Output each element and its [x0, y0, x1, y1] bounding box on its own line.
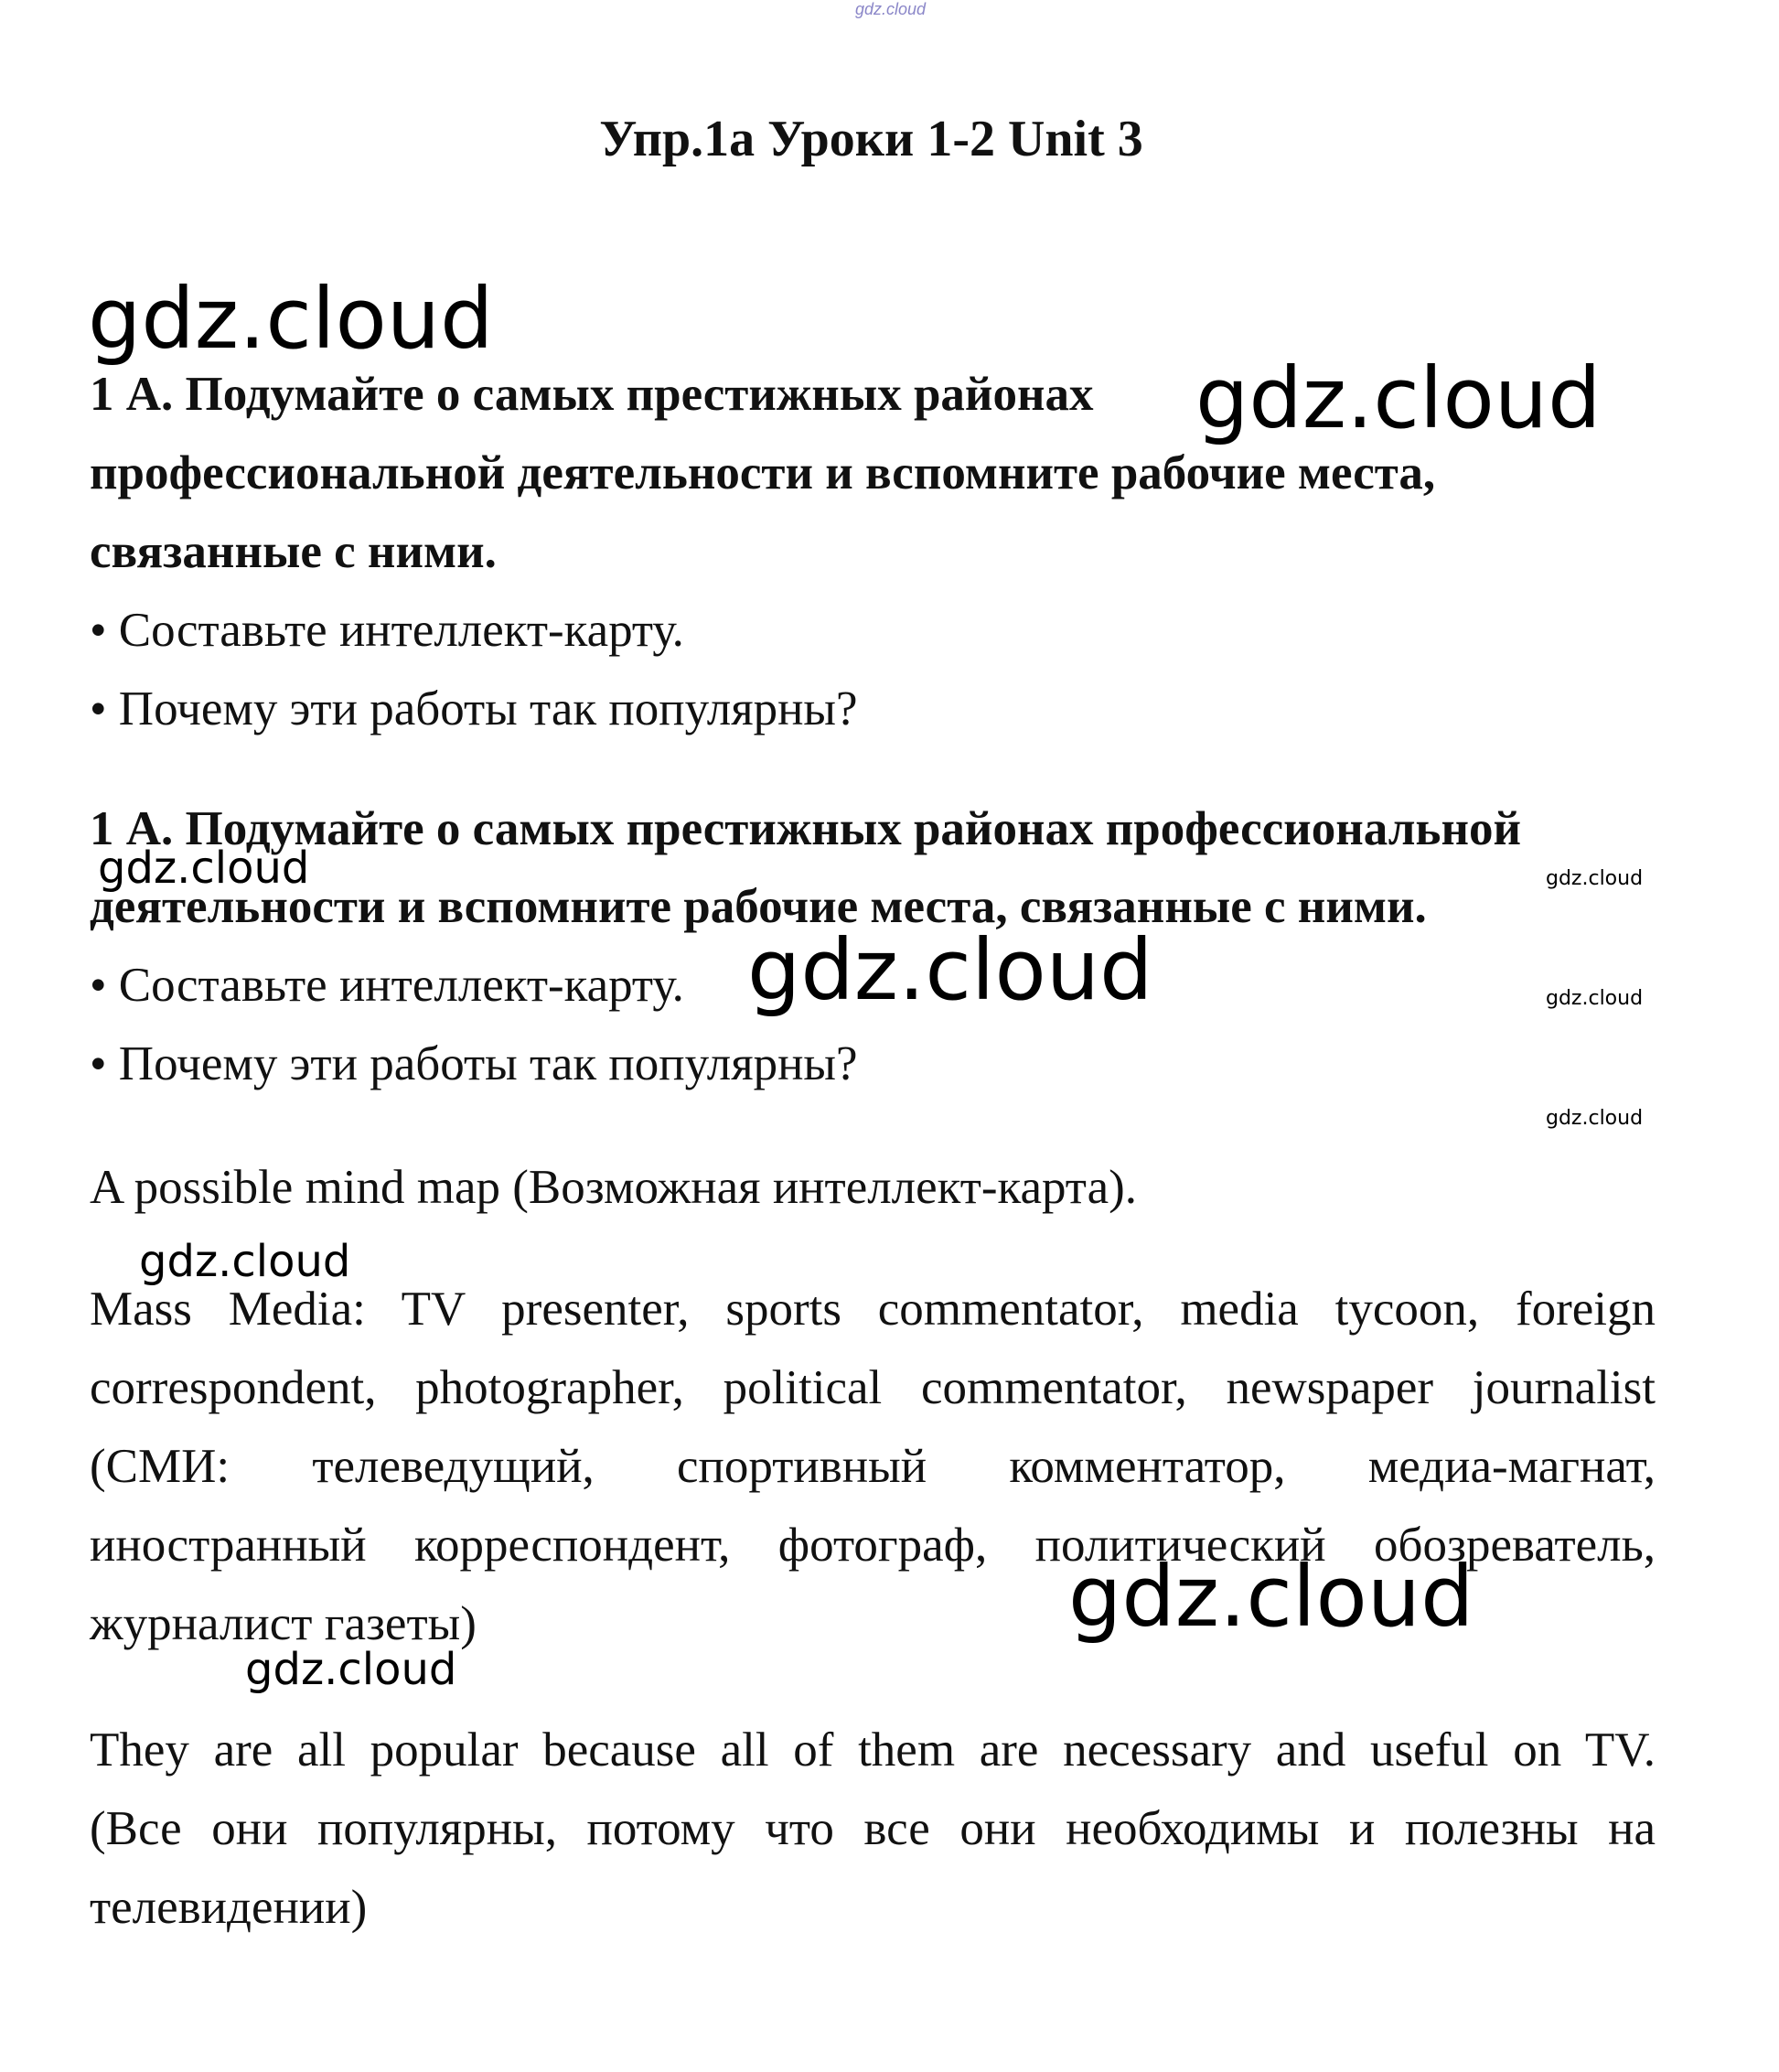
watermark: gdz.cloud [98, 843, 310, 894]
mass-media-line-4: иностранный корреспондент, фотограф, политический обозреватель, [90, 1519, 1656, 1572]
watermark: gdz.cloud [139, 1236, 351, 1287]
watermark: gdz.cloud [88, 270, 494, 368]
watermark: gdz.cloud [1546, 1107, 1644, 1130]
task2-heading-line-1: 1 А. Подумайте о самых престижных районах профессиональной [90, 802, 1522, 855]
task2-bullet-1: • Составьте интеллект-карту. [90, 959, 684, 1012]
watermark: gdz.cloud [747, 921, 1153, 1019]
mass-media-line-2: correspondent, photographer, political commentator, newspaper journalist [90, 1361, 1656, 1414]
mass-media-line-3: (СМИ: телеведущий, спортивный комментатор, медиа-магнат, [90, 1440, 1656, 1493]
watermark: gdz.cloud [1195, 349, 1602, 447]
top-watermark: gdz.cloud [855, 0, 927, 18]
task2-heading-line-2: деятельности и вспомните рабочие места, связанные с ними. [90, 880, 1427, 933]
reason-line-3: телевидении) [90, 1881, 368, 1934]
task1-heading-line-3: связанные с ними. [90, 525, 497, 578]
watermark: gdz.cloud [1546, 987, 1644, 1010]
task1-heading-line-2: профессиональной деятельности и вспомните рабочие места, [90, 446, 1436, 499]
task1-bullet-1: • Составьте интеллект-карту. [90, 604, 684, 657]
reason-line-1: They are all popular because all of them are necessary and useful on TV. [90, 1723, 1656, 1777]
mass-media-line-5: журналист газеты) [90, 1597, 477, 1650]
task1-heading-line-1: 1 А. Подумайте о самых престижных районах [90, 368, 1094, 421]
page-title: Упр.1а Уроки 1-2 Unit 3 [599, 111, 1143, 167]
reason-line-2: (Все они популярны, потому что все они необходимы и полезны на [90, 1802, 1656, 1855]
mass-media-line-1: Mass Media: TV presenter, sports commentator, media tycoon, foreign [90, 1283, 1656, 1336]
watermark: gdz.cloud [1068, 1548, 1474, 1646]
watermark: gdz.cloud [245, 1644, 457, 1695]
task2-bullet-2: • Почему эти работы так популярны? [90, 1037, 858, 1090]
answer-intro: A possible mind map (Возможная интеллект-карта). [90, 1161, 1138, 1214]
task1-bullet-2: • Почему эти работы так популярны? [90, 682, 858, 735]
watermark: gdz.cloud [1546, 867, 1644, 890]
